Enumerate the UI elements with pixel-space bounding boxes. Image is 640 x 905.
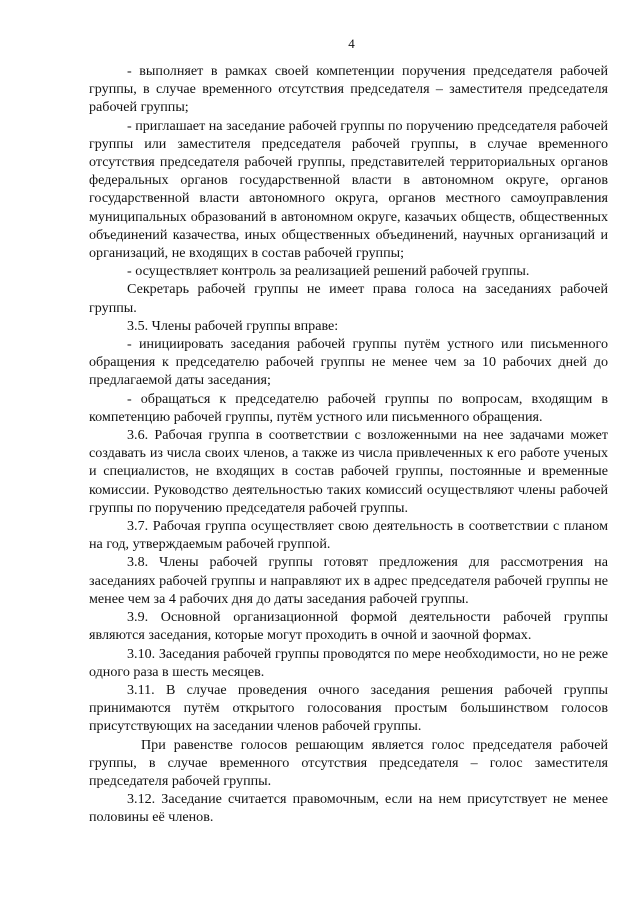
paragraph: - приглашает на заседание рабочей группы по поручению председателя рабочей группы или заместителя председателя рабочей группы, в случае временного отсутствия председателя рабочей группы, представителей территориальных органов федеральных органов государственной власти в автономном округе, органов государственной власти автономного округа, органов местного самоуправления муниципальных образований в автономном округе, казачьих обществ, общественных объединений казачества, иных общественных объединений, научных организаций и организаций, не входящих в состав рабочей группы; <box>89 117 608 262</box>
paragraph: - осуществляет контроль за реализацией решений рабочей группы. <box>127 263 530 280</box>
paragraph: При равенстве голосов решающим является голос председателя рабочей группы, в случае временного отсутствия председателя – голос заместителя председателя рабочей группы. <box>89 736 608 789</box>
paragraph: 3.6. Рабочая группа в соответствии с возложенными на нее задачами может создавать из числа своих членов, а также из числа привлеченных к его работе ученых и специалистов, не входящих в состав рабочей группы, постоянные и временные комиссии. Руководство деятельностью таких комиссий осуществляют члены рабочей группы по поручению председателя рабочей группы. <box>89 427 608 516</box>
paragraph: 3.8. Члены рабочей группы готовят предложения для рассмотрения на заседаниях рабочей группы и направляют их в адрес председателя рабочей группы не менее чем за 4 рабочих дня до даты заседания рабочей группы. <box>89 554 608 607</box>
paragraph: 3.12. Заседание считается правомочным, если на нем присутствует не менее половины её членов. <box>89 791 608 826</box>
paragraph: 3.9. Основной организационной формой деятельности рабочей группы являются заседания, которые могут проходить в очной и заочной формах. <box>89 609 608 644</box>
paragraph: - инициировать заседания рабочей группы путём устного или письменного обращения к председателю рабочей группы не менее чем за 10 рабочих дней до предлагаемой даты заседания; <box>89 336 608 389</box>
document-body <box>89 62 608 827</box>
paragraph: - выполняет в рамках своей компетенции поручения председателя рабочей группы, в случае временного отсутствия председателя – заместителя председателя рабочей группы; <box>89 63 608 116</box>
paragraph: Секретарь рабочей группы не имеет права голоса на заседаниях рабочей группы. <box>89 281 608 316</box>
page-number: 4 <box>348 36 355 51</box>
paragraph: 3.7. Рабочая группа осуществляет свою деятельность в соответствии с планом на год, утверждаемым рабочей группой. <box>89 518 608 553</box>
paragraph: 3.11. В случае проведения очного заседания решения рабочей группы принимаются путём открытого голосования простым большинством голосов присутствующих на заседании членов рабочей группы. <box>89 681 608 735</box>
paragraph: 3.10. Заседания рабочей группы проводятся по мере необходимости, но не реже одного раза в шесть месяцев. <box>89 645 608 680</box>
section-heading: 3.5. Члены рабочей группы вправе: <box>127 317 339 334</box>
paragraph: - обращаться к председателю рабочей группы по вопросам, входящим в компетенцию рабочей группы, путём устного или письменного обращения. <box>89 390 608 425</box>
